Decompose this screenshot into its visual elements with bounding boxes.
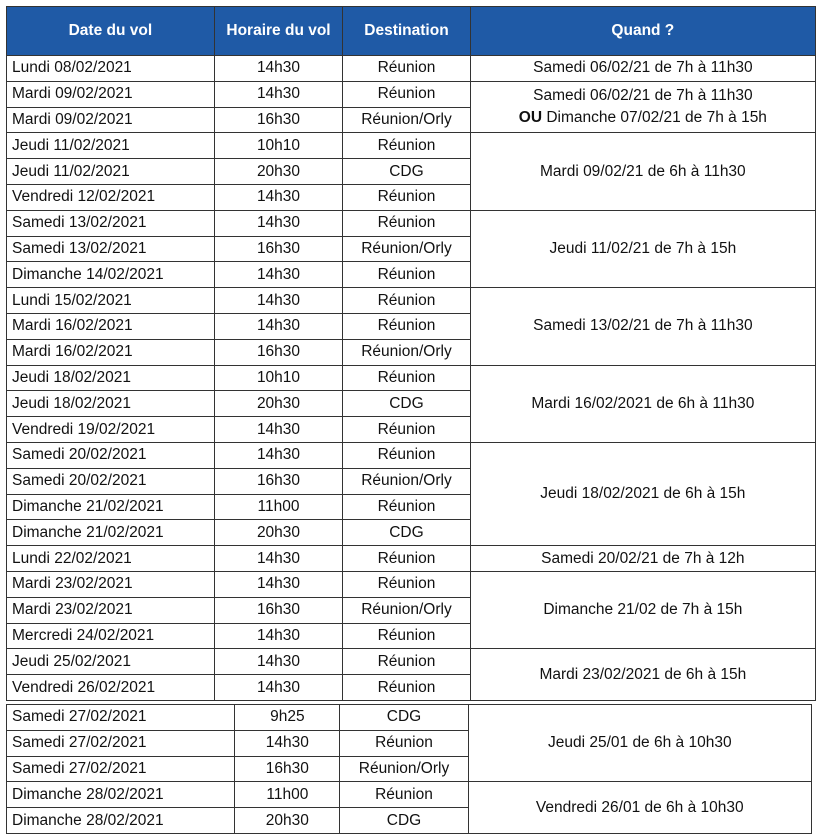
flight-time: 14h30	[214, 184, 342, 210]
flight-destination: Réunion/Orly	[343, 339, 470, 365]
flight-destination: CDG	[343, 391, 470, 417]
flight-time: 14h30	[214, 442, 342, 468]
flight-date: Mardi 23/02/2021	[7, 597, 215, 623]
flight-date: Dimanche 21/02/2021	[7, 494, 215, 520]
flight-time: 16h30	[214, 107, 342, 133]
header-row	[7, 7, 816, 56]
flight-time: 20h30	[214, 520, 342, 546]
flight-destination: Réunion	[343, 365, 470, 391]
flight-date: Samedi 27/02/2021	[7, 705, 235, 731]
table-row	[7, 133, 816, 159]
check-in-slot-text: Mardi 23/02/2021 de 6h à 15h	[539, 665, 747, 683]
flight-time: 11h00	[214, 494, 342, 520]
flight-time: 16h30	[214, 597, 342, 623]
flight-destination: Réunion	[343, 56, 470, 82]
table-row	[7, 571, 816, 597]
flight-time: 10h10	[214, 365, 342, 391]
flight-date: Jeudi 25/02/2021	[7, 649, 215, 675]
flight-time: 16h30	[214, 236, 342, 262]
flight-date: Jeudi 18/02/2021	[7, 391, 215, 417]
flight-destination: Réunion	[343, 417, 470, 443]
flight-date: Lundi 08/02/2021	[7, 56, 215, 82]
flight-time: 20h30	[214, 159, 342, 185]
flight-destination: Réunion	[340, 782, 468, 808]
flight-time: 14h30	[214, 546, 342, 572]
flight-date: Mardi 16/02/2021	[7, 339, 215, 365]
flight-date: Vendredi 19/02/2021	[7, 417, 215, 443]
table-row	[7, 81, 816, 107]
flight-time: 14h30	[214, 675, 342, 701]
check-in-slot-text: Jeudi 11/02/21 de 7h à 15h	[549, 239, 737, 257]
flight-destination: Réunion	[343, 649, 470, 675]
flight-date: Mardi 09/02/2021	[7, 107, 215, 133]
flight-time: 16h30	[214, 339, 342, 365]
flight-time: 14h30	[214, 262, 342, 288]
check-in-slot	[470, 56, 815, 82]
schedule-body-continued	[7, 705, 812, 834]
table-row	[7, 210, 816, 236]
table-row	[7, 705, 812, 731]
table-row	[7, 442, 816, 468]
check-in-slot-alternative: OU Dimanche 07/02/21 de 7h à 15h	[518, 109, 767, 127]
flight-date: Mercredi 24/02/2021	[7, 623, 215, 649]
table-row	[7, 288, 816, 314]
check-in-slot	[468, 782, 811, 834]
flight-date: Samedi 27/02/2021	[7, 756, 235, 782]
flight-time: 11h00	[235, 782, 340, 808]
flight-destination: Réunion	[343, 262, 470, 288]
flight-date: Samedi 27/02/2021	[7, 730, 235, 756]
flight-time: 10h10	[214, 133, 342, 159]
check-in-slot	[470, 546, 815, 572]
header-when: Quand ?	[470, 7, 815, 56]
check-in-slot-text: Samedi 06/02/21 de 7h à 11h30	[533, 59, 753, 77]
flight-time: 16h30	[235, 756, 340, 782]
flight-date: Lundi 15/02/2021	[7, 288, 215, 314]
flight-date: Dimanche 14/02/2021	[7, 262, 215, 288]
check-in-slot	[470, 133, 815, 210]
flight-destination: Réunion/Orly	[343, 107, 470, 133]
flight-date: Vendredi 26/02/2021	[7, 675, 215, 701]
flight-date: Mardi 09/02/2021	[7, 81, 215, 107]
flight-destination: Réunion/Orly	[340, 756, 468, 782]
flight-date: Samedi 13/02/2021	[7, 236, 215, 262]
table-row	[7, 546, 816, 572]
check-in-slot	[470, 81, 815, 133]
flight-destination: Réunion	[343, 442, 470, 468]
flight-destination: Réunion	[343, 623, 470, 649]
flight-destination: Réunion	[343, 546, 470, 572]
flight-time: 14h30	[214, 81, 342, 107]
flight-destination: Réunion/Orly	[343, 236, 470, 262]
flight-time: 9h25	[235, 705, 340, 731]
flight-time: 14h30	[214, 288, 342, 314]
check-in-slot	[470, 288, 815, 365]
flight-destination: Réunion/Orly	[343, 597, 470, 623]
flight-destination: Réunion	[343, 210, 470, 236]
flight-time: 20h30	[214, 391, 342, 417]
flight-time: 14h30	[214, 571, 342, 597]
check-in-slot	[470, 365, 815, 442]
flight-schedule-table	[6, 6, 816, 701]
flight-destination: CDG	[340, 808, 468, 834]
header-date: Date du vol	[7, 7, 215, 56]
check-in-slot-text: Mardi 16/02/2021 de 6h à 11h30	[531, 394, 755, 412]
flight-time: 20h30	[235, 808, 340, 834]
flight-date: Vendredi 12/02/2021	[7, 184, 215, 210]
check-in-slot-text: Samedi 20/02/21 de 7h à 12h	[541, 549, 745, 567]
flight-date: Dimanche 28/02/2021	[7, 808, 235, 834]
flight-destination: Réunion	[340, 730, 468, 756]
flight-destination: CDG	[343, 520, 470, 546]
check-in-slot	[470, 442, 815, 545]
flight-schedule-table-continued	[6, 704, 812, 834]
check-in-slot	[470, 210, 815, 287]
flight-destination: Réunion	[343, 571, 470, 597]
flight-date: Dimanche 28/02/2021	[7, 782, 235, 808]
schedule-body	[7, 56, 816, 701]
flight-date: Samedi 13/02/2021	[7, 210, 215, 236]
flight-date: Mardi 16/02/2021	[7, 313, 215, 339]
table-row	[7, 365, 816, 391]
check-in-slot-text: Dimanche 21/02 de 7h à 15h	[543, 601, 743, 619]
flight-time: 14h30	[235, 730, 340, 756]
flight-date: Jeudi 11/02/2021	[7, 159, 215, 185]
flight-date: Jeudi 11/02/2021	[7, 133, 215, 159]
flight-destination: Réunion	[343, 133, 470, 159]
header-time: Horaire du vol	[214, 7, 342, 56]
flight-destination: Réunion	[343, 81, 470, 107]
flight-date: Dimanche 21/02/2021	[7, 520, 215, 546]
flight-date: Mardi 23/02/2021	[7, 571, 215, 597]
flight-date: Lundi 22/02/2021	[7, 546, 215, 572]
flight-time: 14h30	[214, 210, 342, 236]
flight-destination: Réunion	[343, 184, 470, 210]
table-row	[7, 56, 816, 82]
flight-destination: Réunion/Orly	[343, 468, 470, 494]
check-in-slot-text: Jeudi 25/01 de 6h à 10h30	[547, 734, 732, 752]
check-in-slot-text: Jeudi 18/02/2021 de 6h à 15h	[540, 485, 746, 503]
flight-date: Samedi 20/02/2021	[7, 468, 215, 494]
header-destination: Destination	[343, 7, 470, 56]
flight-destination: Réunion	[343, 288, 470, 314]
check-in-slot	[468, 705, 811, 782]
table-row	[7, 649, 816, 675]
check-in-slot	[470, 649, 815, 701]
flight-time: 14h30	[214, 56, 342, 82]
flight-date: Samedi 20/02/2021	[7, 442, 215, 468]
flight-destination: CDG	[343, 159, 470, 185]
check-in-slot	[470, 571, 815, 648]
flight-destination: Réunion	[343, 675, 470, 701]
check-in-slot-text: Vendredi 26/01 de 6h à 10h30	[535, 798, 744, 816]
flight-time: 14h30	[214, 649, 342, 675]
flight-destination: Réunion	[343, 494, 470, 520]
flight-time: 14h30	[214, 623, 342, 649]
check-in-slot-text: Samedi 06/02/21 de 7h à 11h30	[533, 87, 753, 105]
flight-destination: CDG	[340, 705, 468, 731]
flight-time: 14h30	[214, 417, 342, 443]
check-in-slot-text: Mardi 09/02/21 de 6h à 11h30	[540, 162, 746, 180]
flight-time: 16h30	[214, 468, 342, 494]
or-keyword: OU	[518, 109, 543, 127]
table-row	[7, 782, 812, 808]
flight-destination: Réunion	[343, 313, 470, 339]
check-in-slot-text: Samedi 13/02/21 de 7h à 11h30	[533, 317, 753, 335]
flight-date: Jeudi 18/02/2021	[7, 365, 215, 391]
flight-time: 14h30	[214, 313, 342, 339]
